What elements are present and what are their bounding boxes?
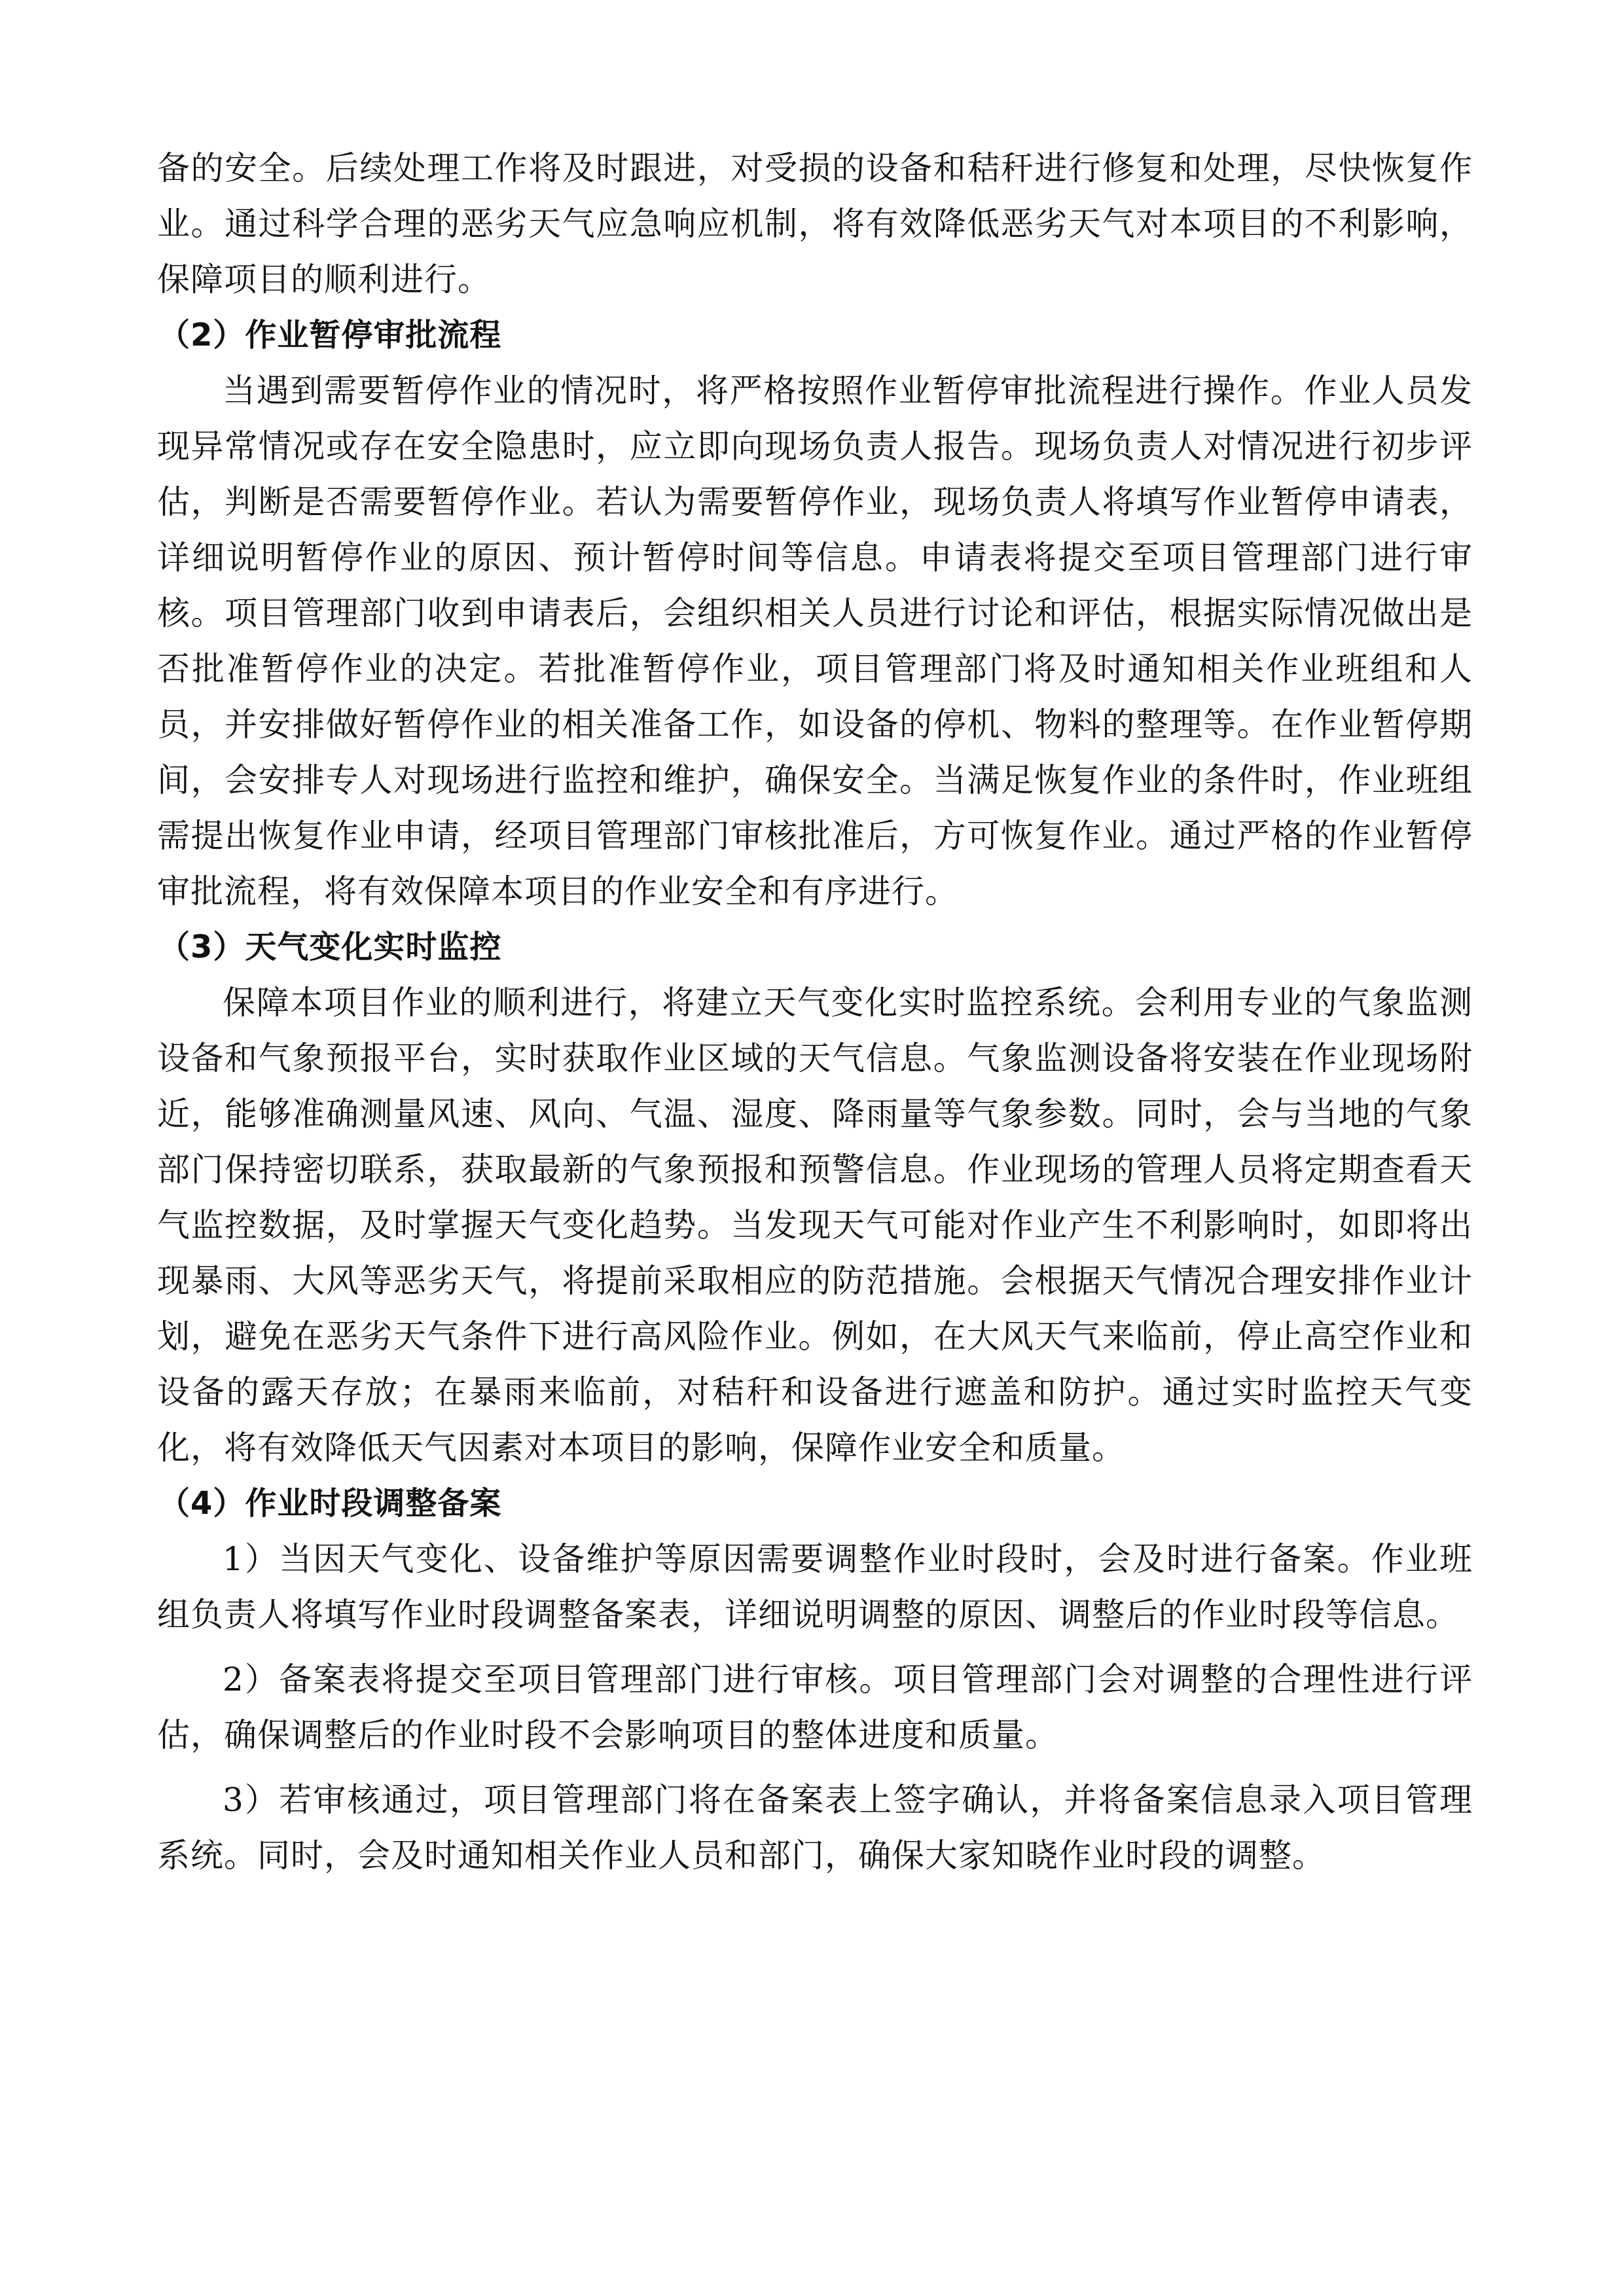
paragraph-schedule-adjustment-3: 3）若审核通过，项目管理部门将在备案表上签字确认，并将备案信息录入项目管理系统。同时，会及时通知相关作业人员和部门，确保大家知晓作业时段的调整。 <box>157 1781 1473 1874</box>
section-heading-work-suspension: （2）作业暂停审批流程 <box>158 317 502 353</box>
section-heading-weather-monitoring: （3）天气变化实时监控 <box>158 929 502 965</box>
section-heading-schedule-adjustment: （4）作业时段调整备案 <box>158 1485 502 1522</box>
paragraph-weather-monitoring: 保障本项目作业的顺利进行，将建立天气变化实时监控系统。会利用专业的气象监测设备和气象预报平台，实时获取作业区域的天气信息。气象监测设备将安装在作业现场附近，能够准确测量风速、风向、气温、湿度、降雨量等气象参数。同时，会与当地的气象部门保持密切联系，获取最新的气象预报和预警信息。作业现场的管理人员将定期查看天气监控数据，及时掌握天气变化趋势。当发现天气可能对作业产生不利影响时，如即将出现暴雨、大风等恶劣天气，将提前采取相应的防范措施。会根据天气情况合理安排作业计划，避免在恶劣天气条件下进行高风险作业。例如，在大风天气来临前，停止高空作业和设备的露天存放；在暴雨来临前，对秸秆和设备进行遮盖和防护。通过实时监控天气变化，将有效降低天气因素对本项目的影响，保障作业安全和质量。 <box>157 984 1473 1467</box>
document-page <box>157 141 1473 1884</box>
paragraph-work-suspension: 当遇到需要暂停作业的情况时，将严格按照作业暂停审批流程进行操作。作业人员发现异常情况或存在安全隐患时，应立即向现场负责人报告。现场负责人对情况进行初步评估，判断是否需要暂停作业。若认为需要暂停作业，现场负责人将填写作业暂停申请表，详细说明暂停作业的原因、预计暂停时间等信息。申请表将提交至项目管理部门进行审核。项目管理部门收到申请表后，会组织相关人员进行讨论和评估，根据实际情况做出是否批准暂停作业的决定。若批准暂停作业，项目管理部门将及时通知相关作业班组和人员，并安排做好暂停作业的相关准备工作，如设备的停机、物料的整理等。在作业暂停期间，会安排专人对现场进行监控和维护，确保安全。当满足恢复作业的条件时，作业班组需提出恢复作业申请，经项目管理部门审核批准后，方可恢复作业。通过严格的作业暂停审批流程，将有效保障本项目的作业安全和有序进行。 <box>157 372 1473 910</box>
intro-paragraph: 备的安全。后续处理工作将及时跟进，对受损的设备和秸秆进行修复和处理，尽快恢复作业。通过科学合理的恶劣天气应急响应机制，将有效降低恶劣天气对本项目的不利影响，保障项目的顺利进行。 <box>157 149 1473 298</box>
paragraph-schedule-adjustment-2: 2）备案表将提交至项目管理部门进行审核。项目管理部门会对调整的合理性进行评估，确保调整后的作业时段不会影响项目的整体进度和质量。 <box>157 1660 1473 1754</box>
paragraph-schedule-adjustment-1: 1）当因天气变化、设备维护等原因需要调整作业时段时，会及时进行备案。作业班组负责人将填写作业时段调整备案表，详细说明调整的原因、调整后的作业时段等信息。 <box>157 1540 1473 1634</box>
